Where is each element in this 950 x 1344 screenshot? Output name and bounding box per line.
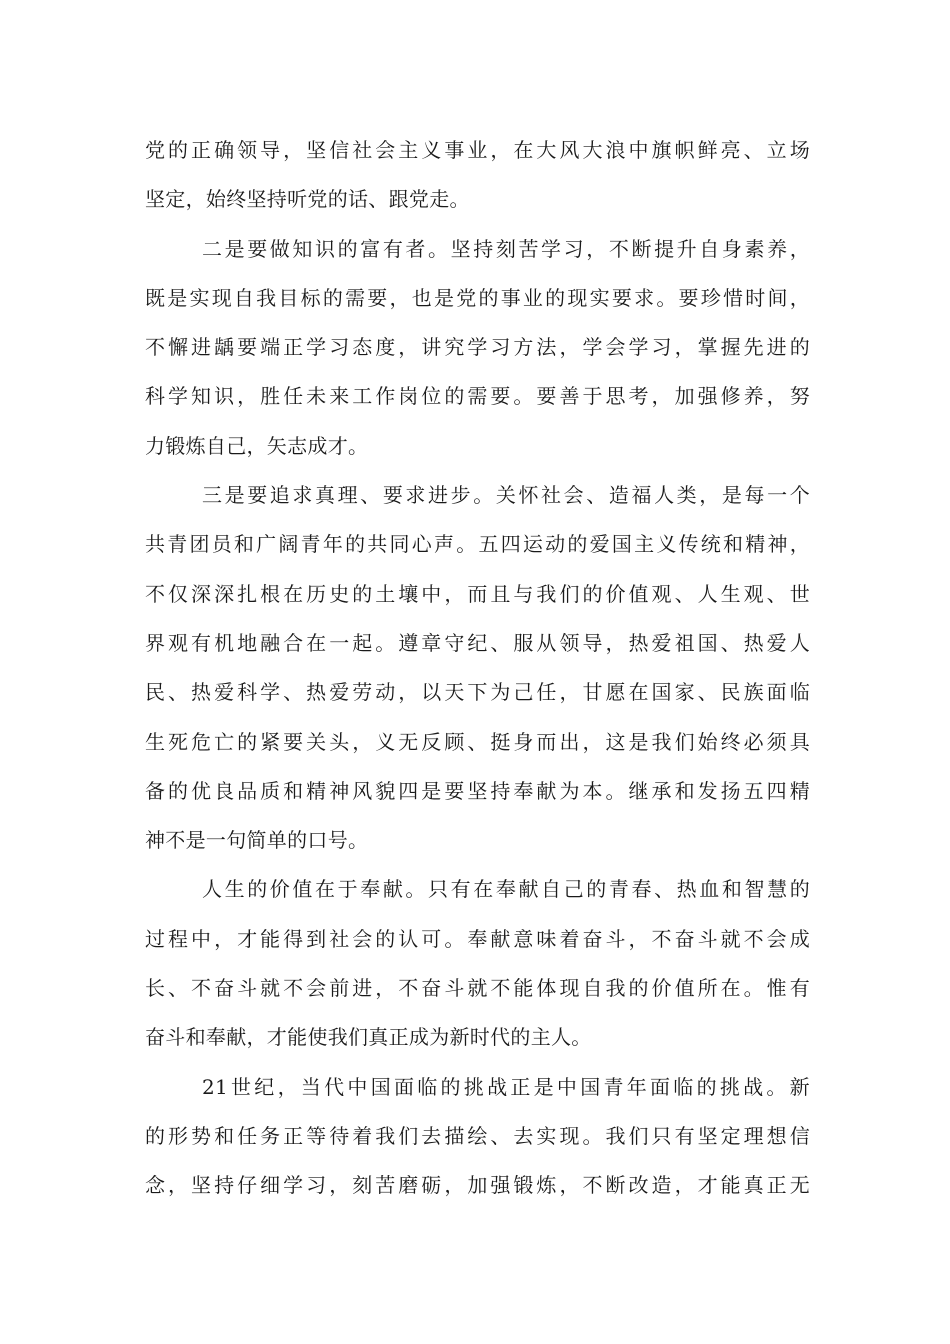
text-line: 既是实现自我目标的需要，也是党的事业的现实要求。要珍惜时间， [145, 285, 810, 310]
text-line: 力锻炼自己，矢志成才。 [145, 433, 369, 458]
text-line: 不仅深深扎根在历史的土壤中，而且与我们的价值观、人生观、世 [145, 581, 810, 606]
text-line: 生死危亡的紧要关头，义无反顾、挺身而出，这是我们始终必须具 [145, 729, 810, 754]
paragraph-start-line: 二是要做知识的富有者。坚持刻苦学习，不断提升自身素养， [202, 236, 810, 261]
text-line: 奋斗和奉献，才能使我们真正成为新时代的主人。 [145, 1025, 592, 1050]
text-line: 备的优良品质和精神风貌四是要坚持奉献为本。继承和发扬五四精 [145, 778, 810, 803]
paragraph-start-line: 人生的价值在于奉献。只有在奉献自己的青春、热血和智慧的 [202, 877, 810, 902]
document-body [145, 126, 810, 1211]
text-line: 民、热爱科学、热爱劳动，以天下为己任，甘愿在国家、民族面临 [145, 680, 810, 705]
text-line: 神不是一句简单的口号。 [145, 828, 369, 853]
text-line: 党的正确领导，坚信社会主义事业，在大风大浪中旗帜鲜亮、立场 [145, 138, 810, 162]
text-line: 科学知识，胜任未来工作岗位的需要。要善于思考，加强修养，努 [145, 384, 810, 409]
paragraph-start-line: 21世纪，当代中国面临的挑战正是中国青年面临的挑战。新 [202, 1074, 810, 1099]
text-line: 长、不奋斗就不会前进，不奋斗就不能体现自我的价值所在。惟有 [145, 976, 810, 1001]
text-line: 坚定，始终坚持听党的话、跟党走。 [145, 187, 470, 212]
text-line: 界观有机地融合在一起。遵章守纪、服从领导，热爱祖国、热爱人 [145, 630, 810, 655]
text-line: 的形势和任务正等待着我们去描绘、去实现。我们只有坚定理想信 [145, 1123, 810, 1148]
text-line: 不懈进龋要端正学习态度，讲究学习方法，学会学习，掌握先进的 [145, 335, 810, 360]
text-line: 念，坚持仔细学习，刻苦磨砺，加强锻炼，不断改造，才能真正无 [145, 1173, 810, 1198]
text-line: 共青团员和广阔青年的共同心声。五四运动的爱国主义传统和精神， [145, 532, 810, 557]
text-line: 过程中，才能得到社会的认可。奉献意味着奋斗，不奋斗就不会成 [145, 926, 810, 951]
paragraph-start-line: 三是要追求真理、要求进步。关怀社会、造福人类，是每一个 [202, 483, 810, 508]
